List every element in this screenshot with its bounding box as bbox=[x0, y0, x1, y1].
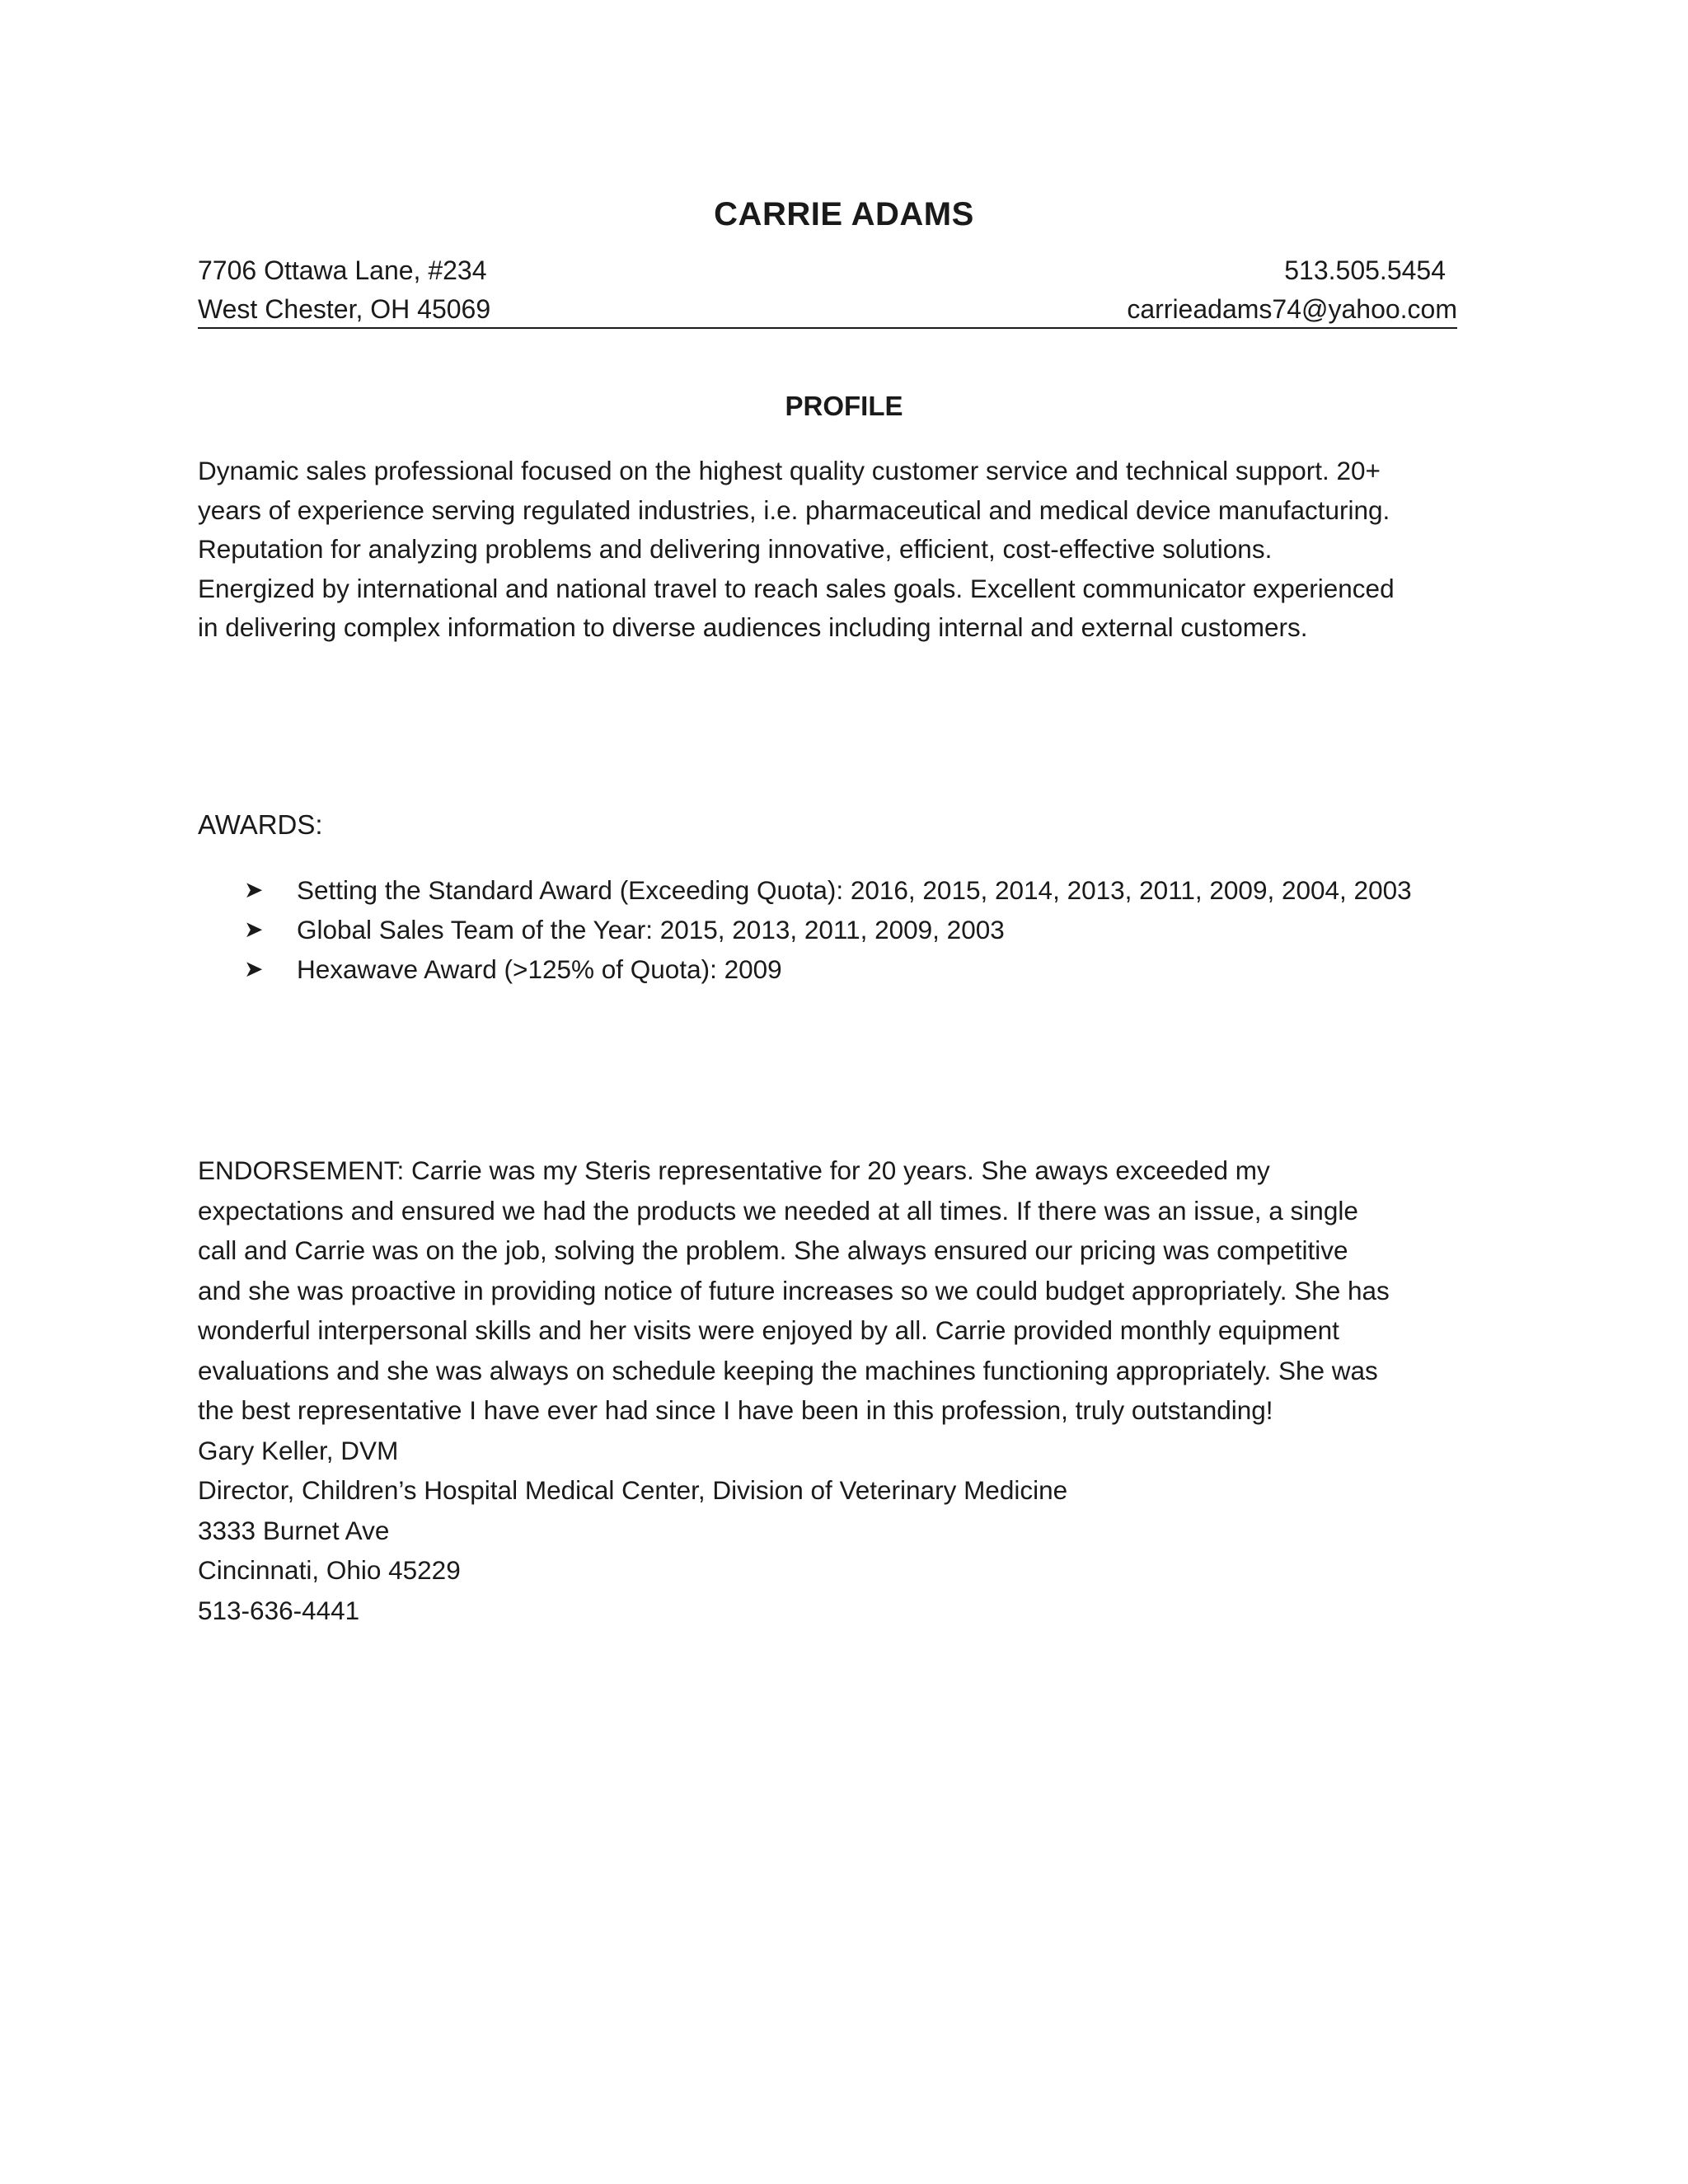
arrow-right-icon: ➤ bbox=[244, 956, 264, 982]
endorser-name: Gary Keller, DVM bbox=[198, 1435, 399, 1465]
awards-heading: AWARDS: bbox=[198, 809, 323, 840]
candidate-name: CARRIE ADAMS bbox=[714, 196, 974, 232]
arrow-right-icon: ➤ bbox=[244, 916, 264, 942]
endorsement-line: the best representative I have ever had since I have been in this profession, truly outstanding! bbox=[198, 1395, 1273, 1425]
list-item bbox=[244, 949, 1563, 989]
contact-row-1 bbox=[198, 250, 1457, 291]
endorsement-line: expectations and ensured we had the products we needed at all times. If there was an issue, a single bbox=[198, 1195, 1358, 1226]
endorsement-block bbox=[198, 1151, 1533, 1630]
award-text: Global Sales Team of the Year: 2015, 2013, 2011, 2009, 2003 bbox=[297, 915, 1005, 944]
profile-line: Energized by international and national travel to reach sales goals. Excellent communicator experienced bbox=[198, 573, 1395, 603]
profile-heading: PROFILE bbox=[785, 391, 903, 421]
award-text: Setting the Standard Award (Exceeding Quota): 2016, 2015, 2014, 2013, 2011, 2009, 2004, 2003 bbox=[297, 875, 1412, 905]
contact-row-2 bbox=[198, 291, 1457, 329]
profile-line: Reputation for analyzing problems and delivering innovative, efficient, cost-effective solutions. bbox=[198, 534, 1273, 564]
award-text: Hexawave Award (>125% of Quota): 2009 bbox=[297, 954, 782, 984]
arrow-right-icon: ➤ bbox=[244, 877, 264, 902]
list-item bbox=[244, 910, 1563, 949]
endorsement-line: and she was proactive in providing notice of future increases so we could budget appropriately. She has bbox=[198, 1275, 1390, 1305]
endorsement-line: evaluations and she was always on schedule keeping the machines functioning appropriately. She was bbox=[198, 1355, 1378, 1385]
profile-line: years of experience serving regulated industries, i.e. pharmaceutical and medical device manufacturing. bbox=[198, 494, 1390, 525]
endorsement-line: ENDORSEMENT: Carrie was my Steris representative for 20 years. She aways exceeded my bbox=[198, 1155, 1270, 1185]
address-line-2: West Chester, OH 45069 bbox=[198, 294, 491, 324]
email-address: carrieadams74@yahoo.com bbox=[1127, 294, 1457, 324]
profile-paragraph bbox=[198, 452, 1500, 648]
profile-line: Dynamic sales professional focused on the highest quality customer service and technical support. 20+ bbox=[198, 456, 1381, 485]
list-item bbox=[244, 870, 1563, 910]
endorser-street: 3333 Burnet Ave bbox=[198, 1515, 390, 1545]
endorser-city: Cincinnati, Ohio 45229 bbox=[198, 1555, 461, 1585]
endorser-phone: 513-636-4441 bbox=[198, 1595, 360, 1625]
address-line-1: 7706 Ottawa Lane, #234 bbox=[198, 255, 487, 285]
profile-line: in delivering complex information to diverse audiences including internal and external customers. bbox=[198, 612, 1308, 642]
endorsement-line: call and Carrie was on the job, solving the problem. She always ensured our pricing was competitive bbox=[198, 1235, 1348, 1265]
contact-block bbox=[198, 250, 1457, 329]
phone-number: 513.505.5454 bbox=[1284, 255, 1446, 285]
awards-list bbox=[244, 870, 1563, 989]
endorser-title: Director, Children’s Hospital Medical Center, Division of Veterinary Medicine bbox=[198, 1475, 1068, 1505]
endorsement-line: wonderful interpersonal skills and her visits were enjoyed by all. Carrie provided monthly equipment bbox=[198, 1315, 1339, 1345]
